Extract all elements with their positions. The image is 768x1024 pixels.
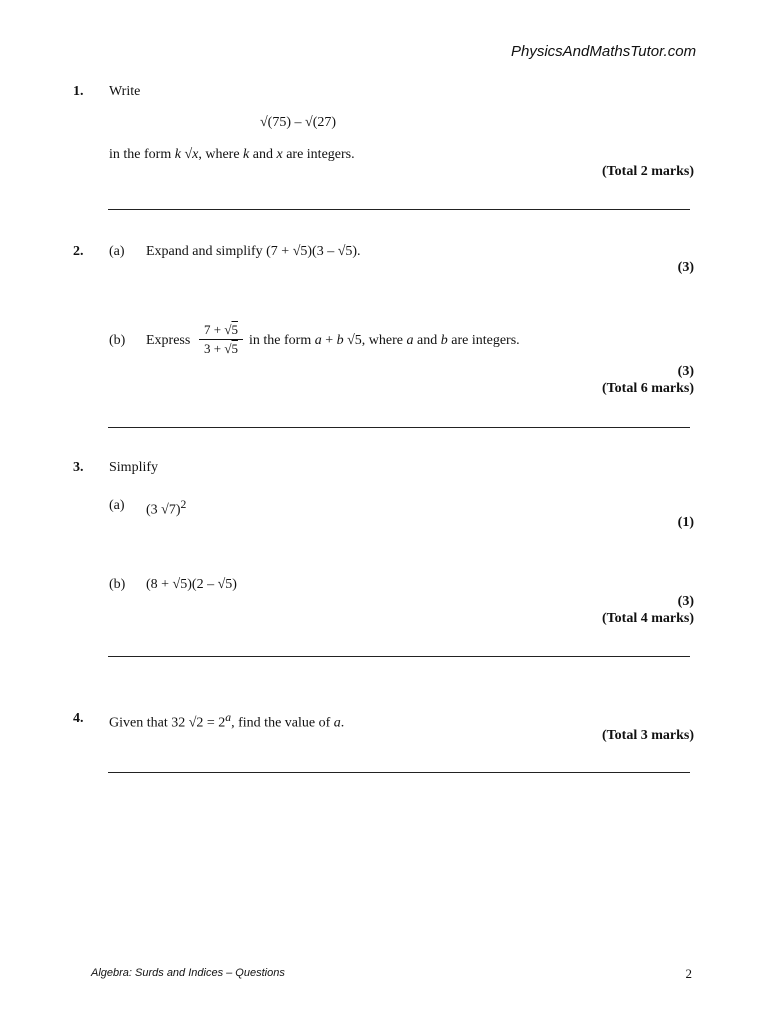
part-marks: (3) xyxy=(677,260,694,275)
part-text: Expand and simplify (7 + √5)(3 – √5). xyxy=(146,244,361,259)
site-brand: PhysicsAndMathsTutor.com xyxy=(511,43,697,60)
part-marks: (3) xyxy=(677,594,694,609)
question-number: 2. xyxy=(73,244,84,259)
question-number: 4. xyxy=(73,711,84,726)
variable-k: k xyxy=(174,147,181,162)
variable-b: b xyxy=(440,333,448,348)
part-label: (b) xyxy=(109,333,126,348)
text-fragment: 3 + √ xyxy=(204,341,232,356)
part-marks: (1) xyxy=(677,515,694,530)
part-text xyxy=(249,333,520,349)
part-text: Express xyxy=(146,333,191,348)
text-fragment: 7 + √ xyxy=(204,322,232,337)
part-marks: (3) xyxy=(677,364,694,379)
variable-a: a xyxy=(406,333,414,348)
variable-k: k xyxy=(243,147,250,162)
text-fragment: Given that 32 √2 = 2 xyxy=(109,715,226,731)
text-fragment: , find the value of xyxy=(231,715,334,731)
variable-a: a xyxy=(333,715,341,731)
divider-line xyxy=(108,656,690,657)
text-fragment: and xyxy=(413,333,441,348)
text-fragment: , where xyxy=(198,147,244,162)
variable-a: a xyxy=(314,333,322,348)
text-fragment: √ xyxy=(180,147,193,162)
fraction-numerator xyxy=(199,322,243,338)
question-intro: Simplify xyxy=(109,460,159,475)
total-marks: (Total 3 marks) xyxy=(601,728,694,743)
part-label: (b) xyxy=(109,577,126,592)
fraction xyxy=(199,322,243,357)
variable-a: a xyxy=(225,711,232,724)
part-label: (a) xyxy=(109,244,125,259)
part-label: (a) xyxy=(109,498,125,513)
fraction-denominator xyxy=(199,341,243,357)
question-text xyxy=(109,711,344,732)
radicand: 5 xyxy=(231,341,238,356)
variable-x: x xyxy=(192,147,199,162)
text-fragment: are integers. xyxy=(282,147,355,162)
question-instruction xyxy=(109,147,355,163)
radicand: 5 xyxy=(231,322,238,337)
page-number: 2 xyxy=(685,966,692,981)
text-fragment: (3 √7) xyxy=(146,502,181,518)
fraction-bar xyxy=(199,339,243,340)
variable-x: x xyxy=(276,147,283,162)
text-fragment: . xyxy=(340,715,345,731)
part-text xyxy=(146,498,186,519)
question-intro: Write xyxy=(109,84,141,99)
text-fragment: and xyxy=(249,147,277,162)
text-fragment: + xyxy=(321,333,337,348)
text-fragment: in the form xyxy=(249,333,315,348)
part-text: (8 + √5)(2 – √5) xyxy=(146,577,237,592)
total-marks: (Total 2 marks) xyxy=(601,164,694,179)
divider-line xyxy=(108,209,690,210)
total-marks: (Total 6 marks) xyxy=(601,381,694,396)
question-number: 3. xyxy=(73,460,84,475)
math-expression: √(75) – √(27) xyxy=(260,115,337,130)
divider-line xyxy=(108,427,690,428)
total-marks: (Total 4 marks) xyxy=(601,611,694,626)
text-fragment: √5, where xyxy=(343,333,407,348)
text-fragment: in the form xyxy=(109,147,175,162)
question-number: 1. xyxy=(73,84,84,99)
exponent: 2 xyxy=(180,498,187,511)
text-fragment: are integers. xyxy=(447,333,520,348)
footer-title: Algebra: Surds and Indices – Questions xyxy=(91,967,285,979)
divider-line xyxy=(108,772,690,773)
variable-b: b xyxy=(336,333,344,348)
